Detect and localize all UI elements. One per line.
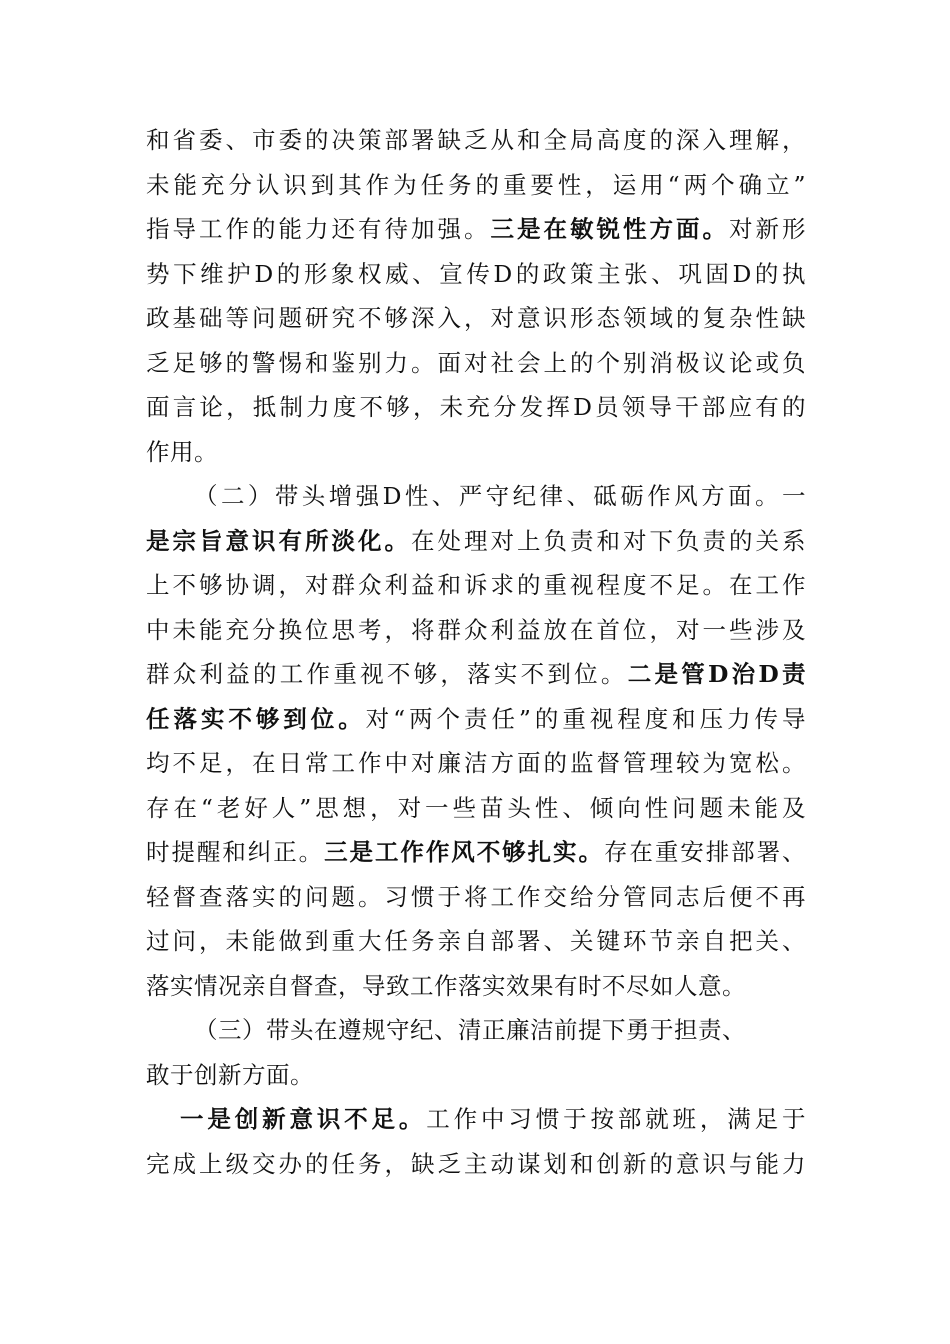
body-text: 时提醒和纠正。 <box>146 838 325 866</box>
text-line <box>146 964 806 1008</box>
body-text: 对“两个责任”的重视程度和压力传导 <box>365 704 806 733</box>
text-line <box>146 118 806 162</box>
bold-heading-text: 一是创新意识不足。 <box>180 1105 427 1133</box>
body-text: 工作中习惯于按部就班，满足于 <box>426 1105 806 1133</box>
bold-heading-text: 二是管D治D责 <box>627 660 806 688</box>
body-text: 乏足够的警惕和鉴别力。面对社会上的个别消极议论或负 <box>146 348 806 377</box>
text-line <box>180 1097 806 1141</box>
body-text: 势下维护D的形象权威、宣传D的政策主张、巩固D的执 <box>146 259 806 288</box>
text-line <box>146 252 806 296</box>
text-line <box>146 1142 806 1186</box>
body-text: 对新形 <box>729 215 806 243</box>
body-text: （二）带头增强D性、严守纪律、砥砺作风方面。一 <box>194 482 806 510</box>
text-line <box>146 207 806 251</box>
text-line <box>146 875 806 919</box>
text-line <box>146 430 806 474</box>
body-text: 和省委、市委的决策部署缺乏从和全局高度的深入理解， <box>146 126 806 154</box>
text-line <box>146 519 806 563</box>
body-text: 指导工作的能力还有待加强。 <box>146 215 491 243</box>
body-text: 轻督查落实的问题。习惯于将工作交给分管同志后便不再 <box>146 882 806 911</box>
body-text: 上不够协调，对群众利益和诉求的重视程度不足。在工作 <box>146 571 806 599</box>
text-line <box>146 741 806 785</box>
text-line <box>146 1053 806 1097</box>
text-line <box>146 385 806 429</box>
body-text: 在处理对上负责和对下负责的关系 <box>411 526 806 555</box>
body-text: 面言论，抵制力度不够，未充分发挥D员领导干部应有的 <box>146 393 806 421</box>
text-line <box>146 608 806 652</box>
text-line <box>146 652 806 696</box>
body-text: 存在“老好人”思想，对一些苗头性、倾向性问题未能及 <box>146 793 806 822</box>
body-text: 敢于创新方面。 <box>146 1060 314 1089</box>
bold-heading-text: 是宗旨意识有所淡化。 <box>146 526 411 555</box>
body-text: 未能充分认识到其作为任务的重要性，运用“两个确立” <box>146 170 806 199</box>
body-text: （三）带头在遵规守纪、清正廉洁前提下勇于担责、 <box>194 1016 746 1044</box>
body-text: 群众利益的工作重视不够，落实不到位。 <box>146 660 628 688</box>
text-line <box>146 919 806 963</box>
body-text: 完成上级交办的任务，缺乏主动谋划和创新的意识与能力 <box>146 1149 806 1178</box>
text-line <box>146 697 806 741</box>
body-text: 政基础等问题研究不够深入，对意识形态领域的复杂性缺 <box>146 304 806 332</box>
text-line <box>146 786 806 830</box>
bold-heading-text: 三是工作作风不够扎实。 <box>324 838 604 866</box>
body-text: 作用。 <box>146 437 218 466</box>
body-text: 过问，未能做到重大任务亲自部署、关键环节亲自把关、 <box>146 927 806 955</box>
text-line <box>146 830 806 874</box>
text-line <box>146 563 806 607</box>
text-line <box>146 296 806 340</box>
body-text: 存在重安排部署、 <box>603 838 806 866</box>
text-line <box>146 341 806 385</box>
body-text: 落实情况亲自督查，导致工作落实效果有时不尽如人意。 <box>146 971 746 1000</box>
text-line <box>146 163 806 207</box>
body-text: 均不足，在日常工作中对廉洁方面的监督管理较为宽松。 <box>146 749 806 777</box>
text-line <box>194 474 806 518</box>
body-text: 中未能充分换位思考，将群众利益放在首位，对一些涉及 <box>146 615 806 644</box>
bold-heading-text: 任落实不够到位。 <box>146 704 366 733</box>
text-line <box>194 1008 806 1052</box>
bold-heading-text: 三是在敏锐性方面。 <box>490 215 729 243</box>
